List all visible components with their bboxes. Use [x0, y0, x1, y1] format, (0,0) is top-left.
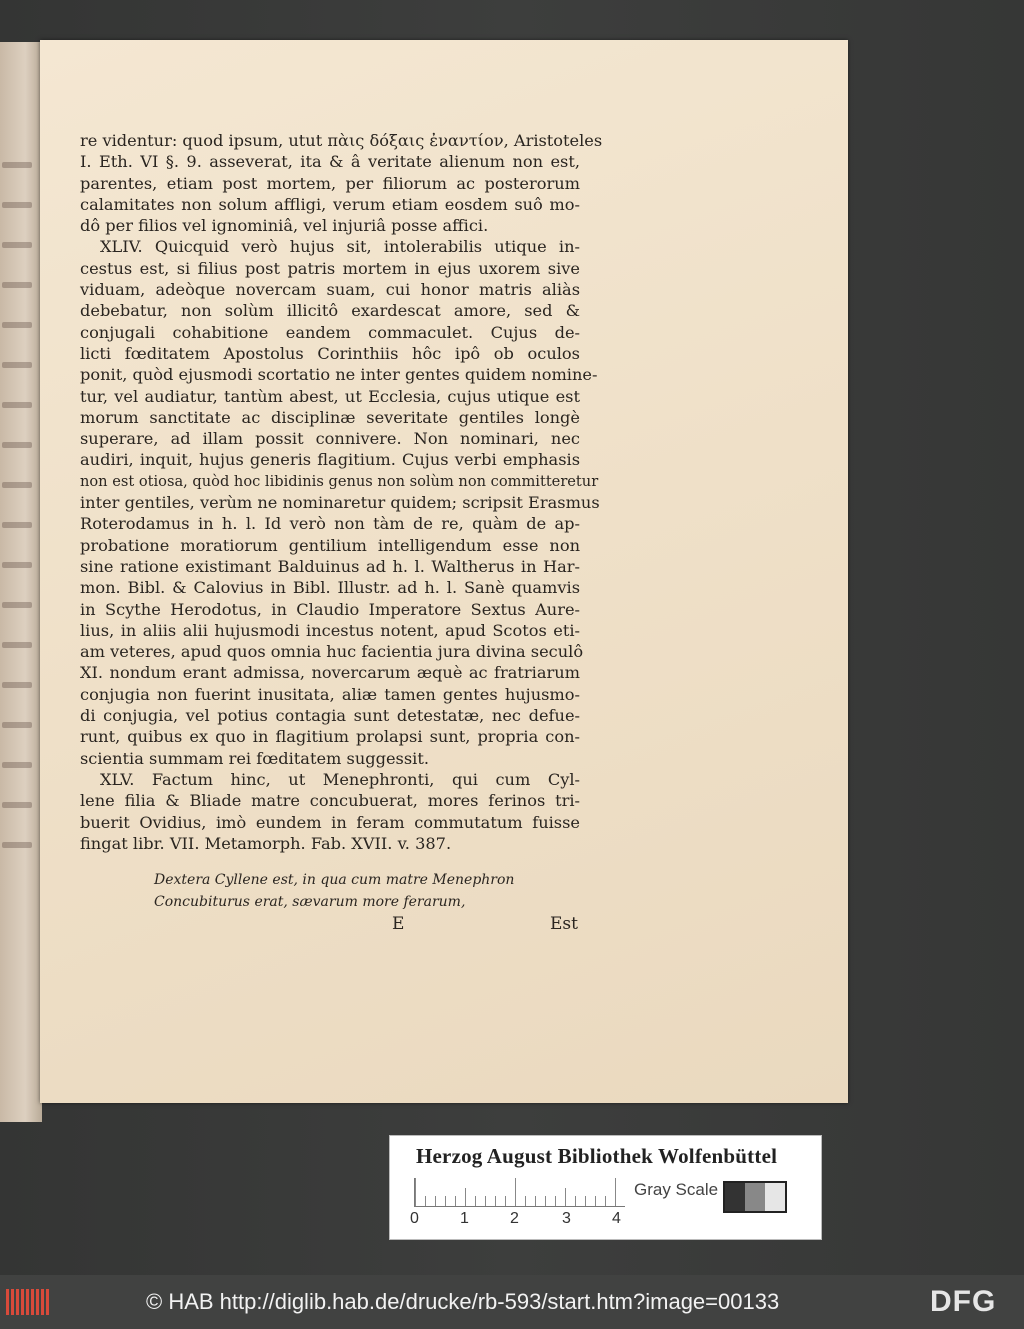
text-line: inter gentiles, verùm ne nominaretur quidem; scripsit Erasmus [80, 493, 600, 513]
text-line: licti fœditatem Apostolus Corinthiis hôc ipô ob oculos [80, 343, 580, 363]
text-line: parentes, etiam post mortem, per filiorum ac posterorum [80, 173, 580, 193]
text-line: viduam, adeòque novercam suam, cui honor matris aliàs [80, 280, 580, 300]
ruler-number: 3 [562, 1210, 571, 1227]
text-line: lene filia & Bliade matre concubuerat, mores ferinos tri- [80, 791, 580, 811]
gray-scale-label: Gray Scale [634, 1180, 719, 1199]
adjacent-page-edge [0, 42, 42, 1122]
text-line: XLIV. Quicquid verò hujus sit, intolerabilis utique in- [100, 237, 580, 257]
text-line: mon. Bibl. & Calovius in Bibl. Illustr. ad h. l. Sanè quamvis [80, 578, 580, 598]
text-line: conjugali cohabitione eandem commaculet. Cujus de- [80, 322, 580, 342]
text-line: Roterodamus in h. l. Id verò non tàm de re, quàm de ap- [80, 514, 580, 534]
ruler-number: 2 [510, 1210, 519, 1227]
library-color-card [389, 1135, 822, 1240]
verse-quote-line: Concubiturus erat, sævarum more ferarum, [154, 894, 466, 910]
catchword: Est [550, 914, 578, 934]
ruler-number: 4 [612, 1210, 621, 1227]
ruler-number: 0 [410, 1210, 419, 1227]
gray-scale-swatches [723, 1181, 787, 1213]
gray-swatch-light [765, 1183, 785, 1211]
text-line: scientia summam rei fœditatem suggessit. [80, 748, 430, 768]
text-line: fingat libr. VII. Metamorph. Fab. XVII. v. 387. [80, 833, 452, 853]
text-line: XLV. Factum hinc, ut Menephronti, qui cum Cyl- [100, 769, 580, 789]
text-line: in Scythe Herodotus, in Claudio Imperatore Sextus Aure- [80, 599, 580, 619]
text-line: dô per filios vel ignominiâ, vel injuriâ posse affici. [80, 216, 489, 236]
gray-swatch-mid [745, 1183, 765, 1211]
text-line: XI. nondum erant admissa, novercarum æquè ac fratriarum [80, 663, 580, 683]
text-line: superare, ad illam possit connivere. Non nominari, nec [80, 429, 580, 449]
text-line: non est otiosa, quòd hoc libidinis genus non solùm non committeretur [80, 472, 599, 490]
text-line: tur, vel audiatur, tantùm abest, ut Ecclesia, cujus utique est [80, 386, 580, 406]
text-line: lius, in aliis alii hujusmodi incestus notent, apud Scotos eti- [80, 620, 580, 640]
verse-quote-line: Dextera Cyllene est, in qua cum matre Menephron [154, 872, 515, 888]
text-line: runt, quibus ex quo in flagitium prolapsi sunt, propria con- [80, 727, 580, 747]
ruler-number: 1 [460, 1210, 469, 1227]
footer-bar [0, 1275, 1024, 1329]
library-name: Herzog August Bibliothek Wolfenbüttel [416, 1144, 778, 1168]
text-line: buerit Ovidius, imò eundem in feram commutatum fuisse [80, 812, 580, 832]
scale-ruler [414, 1178, 625, 1207]
text-line: calamitates non solum affligi, verum etiam eosdem suô mo- [80, 194, 580, 214]
text-line: audiri, inquit, hujus generis flagitium. Cujus verbi emphasis [80, 450, 580, 470]
text-line: probatione moratiorum gentilium intelligendum esse non [80, 535, 580, 555]
copyright-link[interactable]: © HAB http://diglib.hab.de/drucke/rb-593/start.htm?image=00133 [146, 1289, 780, 1314]
page-text [80, 130, 603, 854]
text-line: am veteres, apud quos omnia huc facientia jura divina seculô [80, 642, 584, 662]
text-line: ponit, quòd ejusmodi scortatio ne inter gentes quidem nomine- [80, 365, 598, 385]
text-line: re videntur: quod ipsum, utut πὰις δόξαις ἐναντίον, Aristoteles [80, 131, 603, 150]
signature-mark: E [392, 914, 405, 934]
text-line: morum sanctitate ac disciplinæ severitate gentiles longè [80, 407, 580, 427]
text-line: I. Eth. VI §. 9. asseverat, ita & â veritate alienum non est, [80, 152, 580, 172]
text-line: debebatur, non solùm illicitô exardescat amore, sed & [80, 301, 580, 321]
text-line: di conjugia, vel potius contagia sunt detestatæ, nec defue- [80, 706, 580, 726]
hab-barcode-icon [6, 1289, 49, 1315]
gray-swatch-dark [725, 1183, 745, 1211]
dfg-logo: DFG [930, 1285, 997, 1318]
text-line: cestus est, si filius post patris mortem in ejus uxorem sive [80, 258, 580, 278]
text-line: conjugia non fuerint inusitata, aliæ tamen gentes hujusmo- [80, 684, 580, 704]
text-line: sine ratione existimant Balduinus ad h. l. Waltherus in Har- [80, 556, 580, 576]
